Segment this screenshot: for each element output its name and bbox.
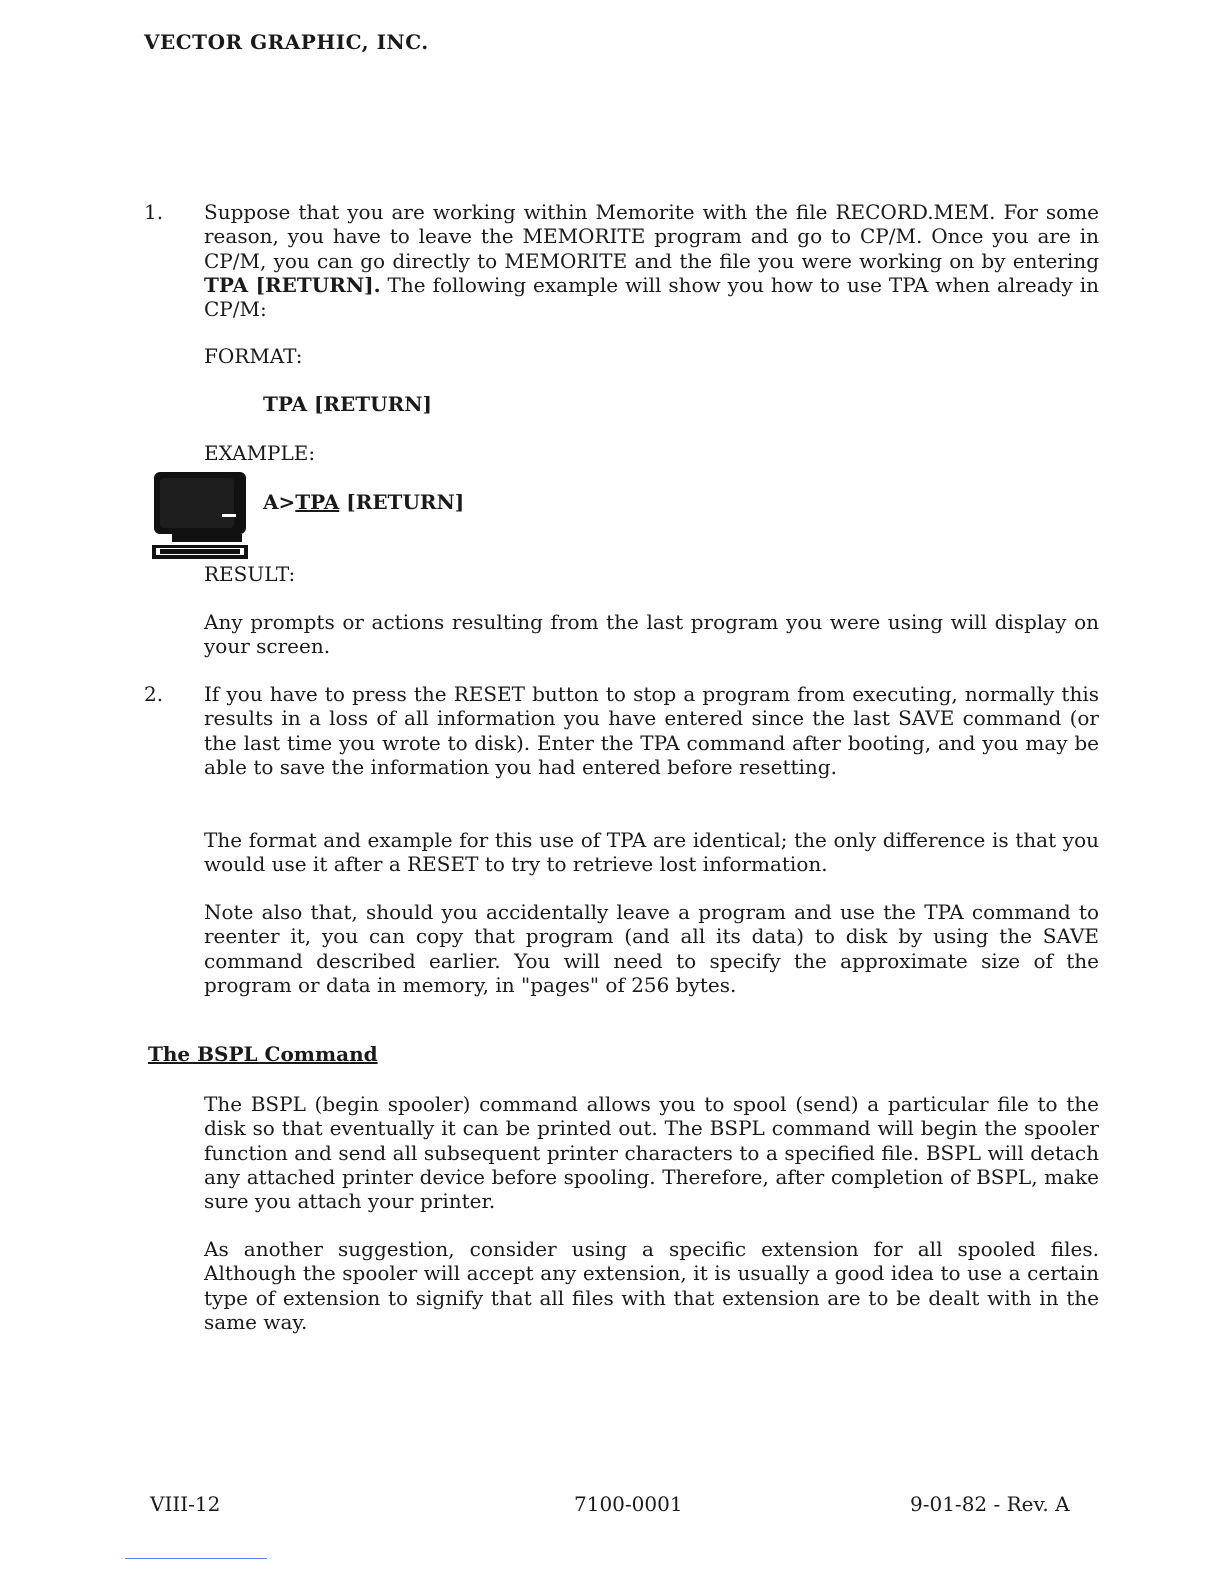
bspl-paragraph-2: As another suggestion, consider using a specific extension for all spooled files. Although the spooler will accept any extension, it is usually a good idea to use a certain type of extension to signify that all files with that extension are to be dealt with in the same way. bbox=[204, 1237, 1099, 1334]
format-code: TPA [RETURN] bbox=[263, 392, 432, 416]
item1-text-before: Suppose that you are working within Memorite with the file RECORD.MEM. For some reason, you have to leave the MEMORITE program and go to CP/M. Once you are in CP/M, you can go directly to MEMORITE and the file you were working on by entering bbox=[204, 200, 1099, 273]
example-label: EXAMPLE: bbox=[204, 441, 316, 465]
item2-paragraph-3: Note also that, should you accidentally leave a program and use the TPA command to reenter it, you can copy that program (and all its data) to disk by using the SAVE command described earlier. You will need to specify the approximate size of the program or data in memory, in "pages" of 256 bytes. bbox=[204, 900, 1099, 997]
example-command: TPA bbox=[295, 490, 340, 514]
company-header: VECTOR GRAPHIC, INC. bbox=[144, 30, 429, 54]
footer-date-revision: 9-01-82 - Rev. A bbox=[910, 1492, 1070, 1516]
example-key: [RETURN] bbox=[339, 490, 465, 514]
scan-artifact-line bbox=[125, 1558, 267, 1559]
footer-page-number: VIII-12 bbox=[150, 1492, 221, 1516]
item1-paragraph bbox=[204, 200, 1099, 321]
format-label: FORMAT: bbox=[204, 344, 303, 368]
bspl-paragraph-1: The BSPL (begin spooler) command allows you to spool (send) a particular file to the disk so that eventually it can be printed out. The BSPL command will begin the spooler function and send all subsequent printer characters to a specified file. BSPL will detach any attached printer device before spooling. Therefore, after completion of BSPL, make sure you attach your printer. bbox=[204, 1092, 1099, 1214]
result-label: RESULT: bbox=[204, 562, 296, 586]
example-prompt: A> bbox=[263, 490, 296, 514]
item2-paragraph-1: If you have to press the RESET button to stop a program from executing, normally this results in a loss of all information you have entered since the last SAVE command (or the last time you wrote to disk). Enter the TPA command after booting, and you may be able to save the information you had entered before resetting. bbox=[204, 682, 1099, 779]
computer-terminal-icon bbox=[150, 470, 250, 562]
item1-text-after: The following example will show you how to use TPA when already in CP/M: bbox=[204, 272, 1099, 322]
item-number-2: 2. bbox=[144, 682, 164, 706]
result-text: Any prompts or actions resulting from the last program you were using will display on your screen. bbox=[204, 610, 1099, 659]
item1-text-bold: TPA [RETURN]. bbox=[204, 272, 381, 297]
item2-paragraph-2: The format and example for this use of TPA are identical; the only difference is that you would use it after a RESET to try to retrieve lost information. bbox=[204, 828, 1099, 877]
example-code bbox=[263, 490, 464, 514]
item-number-1: 1. bbox=[144, 200, 164, 224]
section-title-bspl: The BSPL Command bbox=[148, 1042, 378, 1066]
footer-doc-number: 7100-0001 bbox=[574, 1492, 683, 1516]
